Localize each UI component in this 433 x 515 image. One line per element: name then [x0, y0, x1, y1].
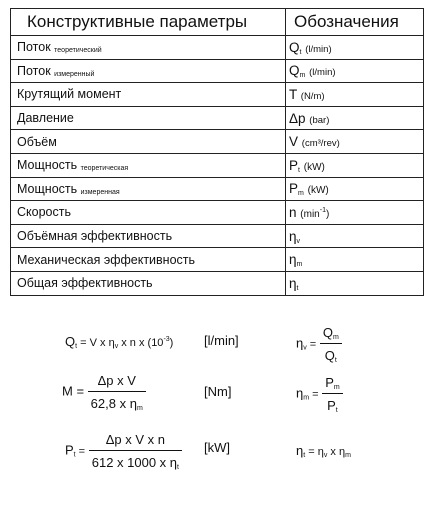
param-name: Объёмная эффективность	[11, 224, 286, 248]
param-name: Объём	[11, 130, 286, 154]
fraction: $\frac{P_m}{P_t}$	[322, 375, 343, 413]
param-name: Механическая эффективность	[11, 248, 286, 272]
param-name: Общая эффективность	[11, 271, 286, 295]
table-row	[11, 224, 424, 248]
param-symbol: $\eta_m$	[286, 248, 424, 272]
formula-torque: M = $\frac{\text{Δp x V}}{62,8 x \eta_m}$	[62, 373, 146, 411]
param-symbol: $Q_m$ (l/min)	[286, 59, 424, 83]
table-row	[11, 36, 424, 60]
table-row	[11, 177, 424, 201]
table-row	[11, 83, 424, 107]
table-row	[11, 59, 424, 83]
table-row	[11, 153, 424, 177]
formula-torque-unit: [Nm]	[204, 384, 232, 399]
param-name: Мощность теоретическая	[11, 153, 286, 177]
formula-flow: $Q_t = V$ x $\eta_v$ x n x $(10^{-3})$	[65, 334, 174, 350]
param-symbol: $\eta_t$	[286, 271, 424, 295]
param-name: Мощность измеренная	[11, 177, 286, 201]
table-row	[11, 130, 424, 154]
param-name: Скорость	[11, 201, 286, 225]
formula-power-unit: [kW]	[204, 440, 230, 455]
param-name: Крутящий момент	[11, 83, 286, 107]
fraction: $\frac{\text{Δp x V x n}}{612 x 1000 x \eta_t}$	[89, 432, 182, 470]
parameters-table	[10, 8, 424, 296]
fraction: $\frac{\text{Δp x V}}{62,8 x \eta_m}$	[88, 373, 146, 411]
fraction: $\frac{Q_m}{Q_t}$	[320, 325, 342, 363]
param-symbol: V (cm³/rev)	[286, 130, 424, 154]
param-symbol: $Q_t$ (l/min)	[286, 36, 424, 60]
table-header-row	[11, 9, 424, 36]
table-row	[11, 201, 424, 225]
header-symbols: Обозначения	[286, 9, 424, 36]
param-name: Поток измеренный	[11, 59, 286, 83]
param-symbol: $P_t$ (kW)	[286, 153, 424, 177]
formula-power: $P_t$ = $\frac{\text{Δp x V x n}}{612 x 1000 x \eta_t}$	[65, 432, 182, 470]
formula-eta-m: $\eta_m$ = $\frac{P_m}{P_t}$	[296, 375, 343, 413]
param-symbol: Δp (bar)	[286, 106, 424, 130]
formula-eta-t: $\eta_t = \eta_v$ x $\eta_m$	[296, 443, 351, 459]
table-row	[11, 248, 424, 272]
header-parameters: Конструктивные параметры	[11, 9, 286, 36]
param-symbol: $\eta_v$	[286, 224, 424, 248]
param-symbol: n $(\min^{-1})$	[286, 201, 424, 225]
param-symbol: T (N/m)	[286, 83, 424, 107]
table-row	[11, 106, 424, 130]
formula-eta-v: $\eta_v$ = $\frac{Q_m}{Q_t}$	[296, 325, 342, 363]
param-symbol: $P_m$ (kW)	[286, 177, 424, 201]
param-name: Поток теоретический	[11, 36, 286, 60]
formula-flow-unit: [l/min]	[204, 333, 239, 348]
param-name: Давление	[11, 106, 286, 130]
table-row	[11, 271, 424, 295]
